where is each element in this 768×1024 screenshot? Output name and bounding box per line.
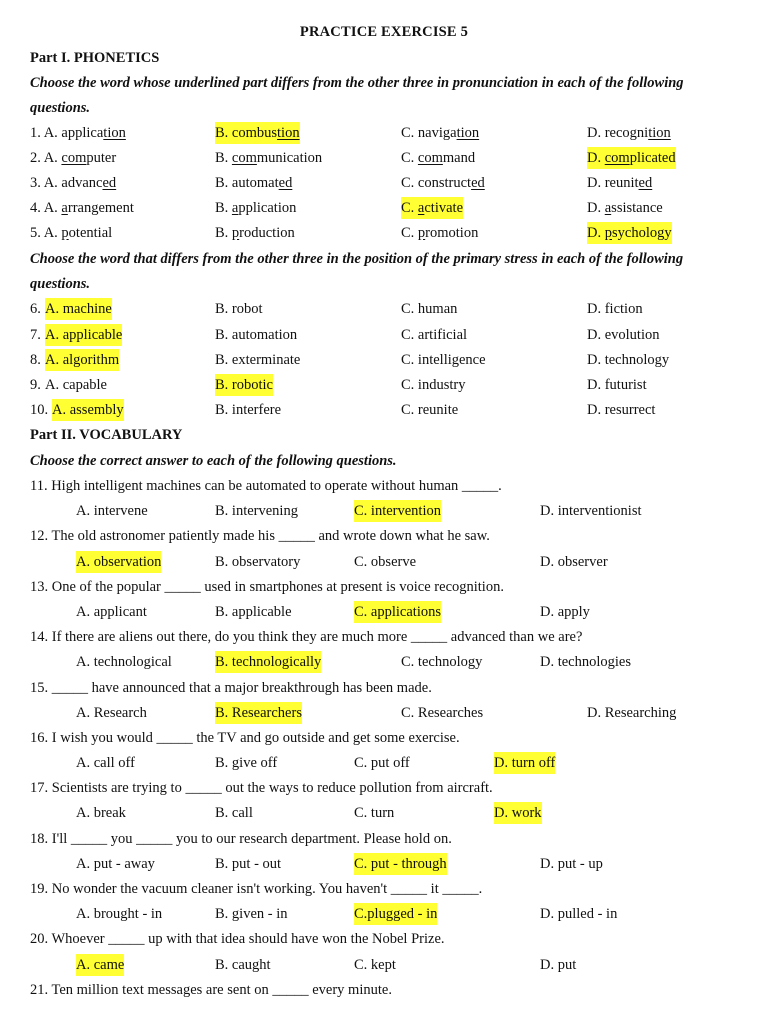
option-c-answer: C. applications (354, 601, 441, 623)
option-c: C. command (401, 150, 476, 166)
question-number: 8. (30, 352, 41, 368)
option-c-answer: C. put - through (354, 853, 447, 875)
question-text: 11. High intelligent machines can be automated to operate without human _____. (30, 478, 502, 494)
phonetics-row (30, 197, 768, 219)
option-a: A. call off (76, 755, 135, 771)
part1-instruction-1-cont: questions. (30, 100, 91, 116)
part2-heading: Part II. VOCABULARY (30, 427, 183, 443)
option-a: 2. A. computer (30, 150, 117, 166)
option-a: A. intervene (76, 503, 148, 519)
question-text: 15. _____ have announced that a major breakthrough has been made. (30, 680, 432, 696)
option-d: D. reunited (587, 175, 653, 191)
options-row (30, 752, 768, 774)
option-b: B. application (215, 200, 297, 216)
question-text: 14. If there are aliens out there, do you think they are much more _____ advanced than we are? (30, 629, 583, 645)
option-d: D. put (540, 957, 577, 973)
options-row (30, 802, 768, 824)
question-text: 12. The old astronomer patiently made his _____ and wrote down what he saw. (30, 528, 490, 544)
option-c: C. artificial (401, 327, 468, 343)
option-b: B. robot (215, 301, 263, 317)
option-c: C. intelligence (401, 352, 486, 368)
option-b: B. communication (215, 150, 323, 166)
option-b: B. applicable (215, 604, 292, 620)
option-d: D. recognition (587, 125, 671, 141)
phonetics-row (30, 122, 768, 144)
option-c: C. turn (354, 805, 395, 821)
option-c-answer: C.plugged - in (354, 903, 437, 925)
option-d-answer: D. complicated (587, 147, 676, 169)
part1-heading: Part I. PHONETICS (30, 50, 160, 66)
question-text: 19. No wonder the vacuum cleaner isn't working. You haven't _____ it _____. (30, 881, 483, 897)
option-d: D. interventionist (540, 503, 642, 519)
option-d: D. evolution (587, 327, 660, 343)
options-row (30, 601, 768, 623)
option-a: 4. A. arrangement (30, 200, 134, 216)
question-number: 9. (30, 377, 41, 393)
question-text: 13. One of the popular _____ used in smartphones at present is voice recognition. (30, 579, 504, 595)
options-row (30, 853, 768, 875)
question-number: 6. (30, 301, 41, 317)
option-b: B. give off (215, 755, 278, 771)
option-d: D. assistance (587, 200, 663, 216)
options-row (30, 702, 768, 724)
options-row (30, 651, 768, 673)
phonetics-row (30, 147, 768, 169)
question-text: 20. Whoever _____ up with that idea should have won the Nobel Prize. (30, 931, 445, 947)
option-c: C. constructed (401, 175, 485, 191)
option-b: B. caught (215, 957, 271, 973)
question-text: 16. I wish you would _____ the TV and go outside and get some exercise. (30, 730, 460, 746)
option-d: D. futurist (587, 377, 647, 393)
option-a-answer: A. assembly (52, 399, 124, 421)
option-a-answer: A. applicable (45, 324, 122, 346)
phonetics-row (30, 222, 768, 244)
option-d: D. apply (540, 604, 590, 620)
option-a-answer: A. machine (45, 298, 112, 320)
stress-row (30, 374, 768, 396)
option-b: B. production (215, 225, 295, 241)
option-a-answer: A. came (76, 954, 124, 976)
option-d: D. technologies (540, 654, 632, 670)
part1-instruction-2-cont: questions. (30, 276, 91, 292)
stress-row (30, 349, 768, 371)
option-b: B. intervening (215, 503, 298, 519)
option-d-answer: D. work (494, 802, 542, 824)
option-a: 5. A. potential (30, 225, 113, 241)
option-d-answer: D. psychology (587, 222, 672, 244)
option-b-answer: B. technologically (215, 651, 321, 673)
option-b-answer: B. combustion (215, 122, 300, 144)
phonetics-row (30, 172, 768, 194)
option-a: 1. A. application (30, 125, 126, 141)
option-c: C. Researches (401, 705, 484, 721)
option-a: A. brought - in (76, 906, 163, 922)
option-a-answer: A. algorithm (45, 349, 119, 371)
option-b-answer: B. Researchers (215, 702, 302, 724)
option-b-answer: B. robotic (215, 374, 273, 396)
stress-row (30, 399, 768, 421)
option-d: D. fiction (587, 301, 643, 317)
option-b: B. observatory (215, 554, 301, 570)
option-d: D. technology (587, 352, 670, 368)
option-c: C. kept (354, 957, 396, 973)
question-text: 18. I'll _____ you _____ you to our research department. Please hold on. (30, 831, 452, 847)
option-d: D. Researching (587, 705, 677, 721)
option-c: C. put off (354, 755, 410, 771)
option-d-answer: D. turn off (494, 752, 555, 774)
options-row (30, 500, 768, 522)
options-row (30, 551, 768, 573)
options-row (30, 954, 768, 976)
part1-instruction-2: Choose the word that differs from the other three in the position of the primary stress in each of the following (30, 251, 684, 267)
option-a: A. applicant (76, 604, 147, 620)
option-d: D. resurrect (587, 402, 656, 418)
question-number: 10. (30, 402, 49, 418)
option-b: B. exterminate (215, 352, 301, 368)
option-d: D. observer (540, 554, 608, 570)
option-d: D. put - up (540, 856, 603, 872)
option-a-answer: A. observation (76, 551, 161, 573)
option-c: C. observe (354, 554, 417, 570)
option-a: A. capable (45, 377, 107, 393)
option-a: A. put - away (76, 856, 155, 872)
stress-row (30, 324, 768, 346)
option-c: C. technology (401, 654, 483, 670)
option-b: B. call (215, 805, 253, 821)
option-a: A. Research (76, 705, 147, 721)
option-c-answer: C. activate (401, 197, 463, 219)
part2-instruction: Choose the correct answer to each of the following questions. (30, 453, 397, 469)
option-b: B. automation (215, 327, 298, 343)
option-b: B. given - in (215, 906, 288, 922)
option-b: B. interfere (215, 402, 282, 418)
option-a: A. technological (76, 654, 172, 670)
question-text: 17. Scientists are trying to _____ out the ways to reduce pollution from aircraft. (30, 780, 493, 796)
part1-instruction-1: Choose the word whose underlined part differs from the other three in pronunciation in each of the following (30, 75, 684, 91)
option-c: C. reunite (401, 402, 459, 418)
option-a: A. break (76, 805, 126, 821)
option-a-answer: 3. A. advanced (30, 175, 117, 191)
option-c: C. navigation (401, 125, 480, 141)
option-c: C. industry (401, 377, 466, 393)
option-c: C. human (401, 301, 458, 317)
question-number: 7. (30, 327, 41, 343)
question-text: 21. Ten million text messages are sent on _____ every minute. (30, 982, 392, 998)
options-row (30, 903, 768, 925)
page-title: PRACTICE EXERCISE 5 (299, 24, 469, 40)
option-c: C. promotion (401, 225, 479, 241)
option-b: B. put - out (215, 856, 282, 872)
option-d: D. pulled - in (540, 906, 618, 922)
option-c-answer: C. intervention (354, 500, 441, 522)
option-b: B. automated (215, 175, 293, 191)
stress-row (30, 298, 768, 320)
